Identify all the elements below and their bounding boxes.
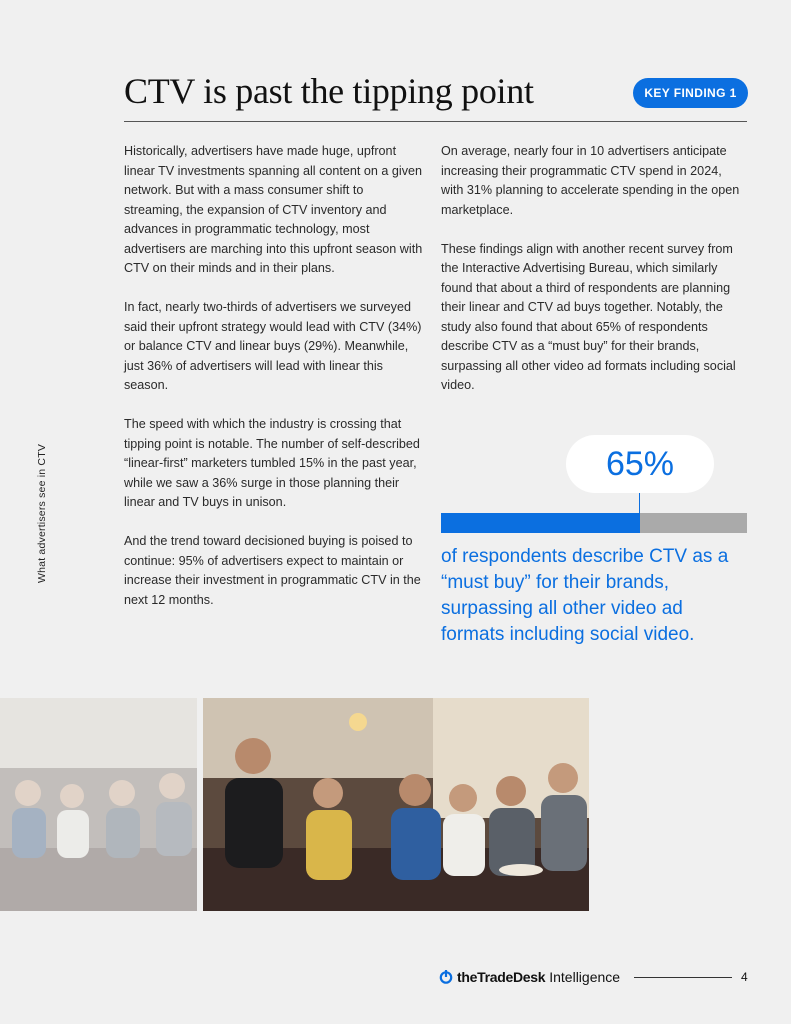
power-icon [439, 970, 453, 984]
group-watching-tv-photo-faded [0, 698, 197, 911]
stat-caption: of respondents describe CTV as a “must buy” for their brands, surpassing all other video ad formats including social video. [441, 546, 729, 645]
page-number: 4 [741, 970, 748, 984]
stat-value-bubble: 65% [566, 435, 714, 493]
paragraph: In fact, nearly two-thirds of advertisers we surveyed said their upfront strategy would lead with CTV (34%) or balance CTV and linear buys (29%). Meanwhile, just 36% of advertisers will lead with linear this season. [124, 300, 422, 392]
page-title: CTV is past the tipping point [124, 71, 534, 111]
right-text-column [441, 142, 741, 415]
paragraph: These findings align with another recent survey from the Interactive Advertising Bureau, which similarly found that about a third of respondents are planning their linear and CTV ad buys together. Notably, the study also found that about 65% of respondents describe CTV as a “must buy” for their brands, surpassing all other video ad formats including social video. [441, 241, 736, 392]
key-finding-badge: KEY FINDING 1 [633, 78, 748, 108]
title-divider [124, 121, 747, 122]
paragraph: The speed with which the industry is crossing that tipping point is notable. The number of self-described “linear-first” marketers tumbled 15% in the past year, while we saw a 36% surge in those planning their linear and TV buys in unison. [124, 417, 420, 509]
brand-logo [439, 969, 620, 985]
paragraph: On average, nearly four in 10 advertisers anticipate increasing their programmatic CTV spend in 2024, with 31% planning to accelerate spending in the open marketplace. [441, 144, 740, 217]
footer-divider [634, 977, 732, 978]
brand-product: Intelligence [549, 969, 621, 985]
left-text-column [124, 142, 424, 630]
paragraph: Historically, advertisers have made huge, upfront linear TV investments spanning all content on a given network. But with a mass consumer shift to streaming, the expansion of CTV inventory and advances in programmatic technology, most advertisers are marching into this upfront season with CTV on their minds and in their plans. [124, 144, 423, 275]
brand-name: theTradeDesk [457, 969, 546, 985]
paragraph: And the trend toward decisioned buying is poised to continue: 95% of advertisers expect to maintain or increase their investment in programmatic CTV in the next 12 months. [124, 534, 421, 607]
section-side-label: What advertisers see in CTV [36, 443, 48, 583]
stat-pointer-line [639, 493, 640, 513]
stat-progress-fill [441, 513, 640, 533]
group-watching-tv-photo [203, 698, 589, 911]
stat-progress-bar [441, 513, 747, 533]
